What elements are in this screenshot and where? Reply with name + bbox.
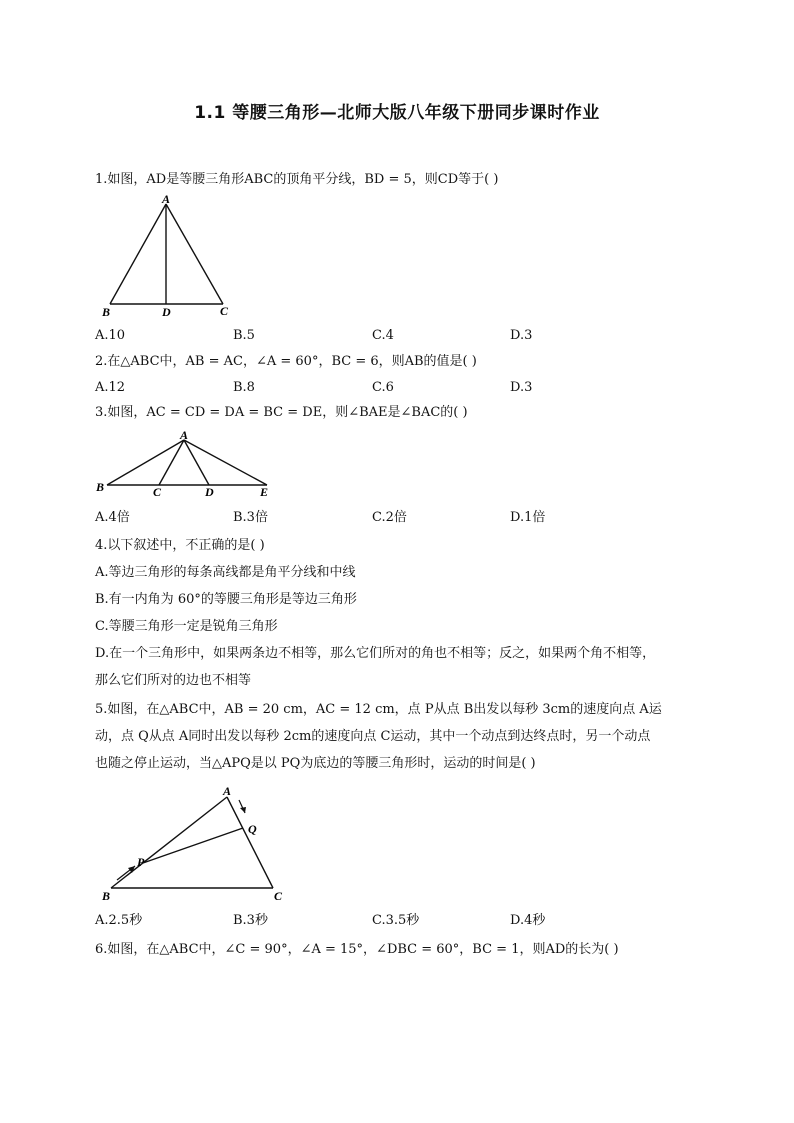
question-1-stem: 1.如图，AD是等腰三角形ABC的顶角平分线，BD = 5，则CD等于( ): [95, 172, 499, 187]
q5-option-c: C.3.5秒: [372, 913, 420, 928]
q3-label-b: B: [96, 480, 105, 494]
q3-option-d: D.1倍: [510, 510, 546, 525]
question-1-figure: [95, 194, 245, 320]
question-5-figure: [95, 783, 295, 908]
q1-option-a: A.10: [95, 328, 126, 343]
q5-option-a: A.2.5秒: [95, 913, 143, 928]
q4-option-d: D.在一个三角形中，如果两条边不相等，那么它们所对的角也不相等；反之，如果两个角不相等，: [95, 646, 656, 661]
q1-option-c: C.4: [372, 328, 394, 343]
question-3-stem: 3.如图，AC = CD = DA = BC = DE，则∠BAE是∠BAC的( ): [95, 405, 468, 420]
q3-option-c: C.2倍: [372, 510, 407, 525]
q5-label-b: B: [102, 889, 111, 903]
q5-label-p: P: [137, 855, 145, 869]
q5-option-b: B.3秒: [233, 913, 268, 928]
q2-option-d: D.3: [510, 380, 533, 395]
q4-option-c: C.等腰三角形一定是锐角三角形: [95, 619, 278, 634]
q1-label-c: C: [220, 304, 229, 318]
q3-label-a: A: [180, 428, 189, 442]
q1-label-a: A: [162, 192, 171, 206]
question-5-stem-line-2: 动，点 Q从点 A同时出发以每秒 2cm的速度向点 C运动，其中一个动点到达终点时，另一个动点: [95, 729, 651, 744]
q1-label-d: D: [162, 305, 171, 319]
q1-label-b: B: [102, 305, 111, 319]
q3-label-d: D: [205, 485, 214, 499]
q3-option-b: B.3倍: [233, 510, 268, 525]
q4-option-d-continued: 那么它们所对的边也不相等: [95, 673, 252, 688]
question-2-stem: 2.在△ABC中，AB = AC，∠A = 60°，BC = 6，则AB的值是( ): [95, 354, 477, 369]
q1-option-b: B.5: [233, 328, 255, 343]
question-3-figure: [95, 428, 280, 504]
q3-label-c: C: [153, 485, 162, 499]
q1-option-d: D.3: [510, 328, 533, 343]
q2-option-c: C.6: [372, 380, 394, 395]
page-title: 1.1 等腰三角形—北师大版八年级下册同步课时作业: [194, 103, 600, 123]
q3-option-a: A.4倍: [95, 510, 130, 525]
q4-option-b: B.有一内角为 60°的等腰三角形是等边三角形: [95, 592, 357, 607]
q3-label-e: E: [260, 485, 269, 499]
q5-option-d: D.4秒: [510, 913, 546, 928]
q5-label-a: A: [223, 784, 232, 798]
q4-option-a: A.等边三角形的每条高线都是角平分线和中线: [95, 565, 356, 580]
q5-label-c: C: [274, 889, 283, 903]
question-5-stem-line-3: 也随之停止运动，当△APQ是以 PQ为底边的等腰三角形时，运动的时间是( ): [95, 756, 536, 771]
question-6-stem: 6.如图，在△ABC中，∠C = 90°，∠A = 15°，∠DBC = 60°，BC = 1，则AD的长为( ): [95, 942, 619, 957]
q2-option-a: A.12: [95, 380, 126, 395]
question-5-stem-line-1: 5.如图，在△ABC中，AB = 20 cm，AC = 12 cm，点 P从点 B出发以每秒 3cm的速度向点 A运: [95, 702, 662, 717]
q2-option-b: B.8: [233, 380, 255, 395]
q5-label-q: Q: [248, 822, 257, 836]
question-4-stem: 4.以下叙述中，不正确的是( ): [95, 538, 265, 553]
